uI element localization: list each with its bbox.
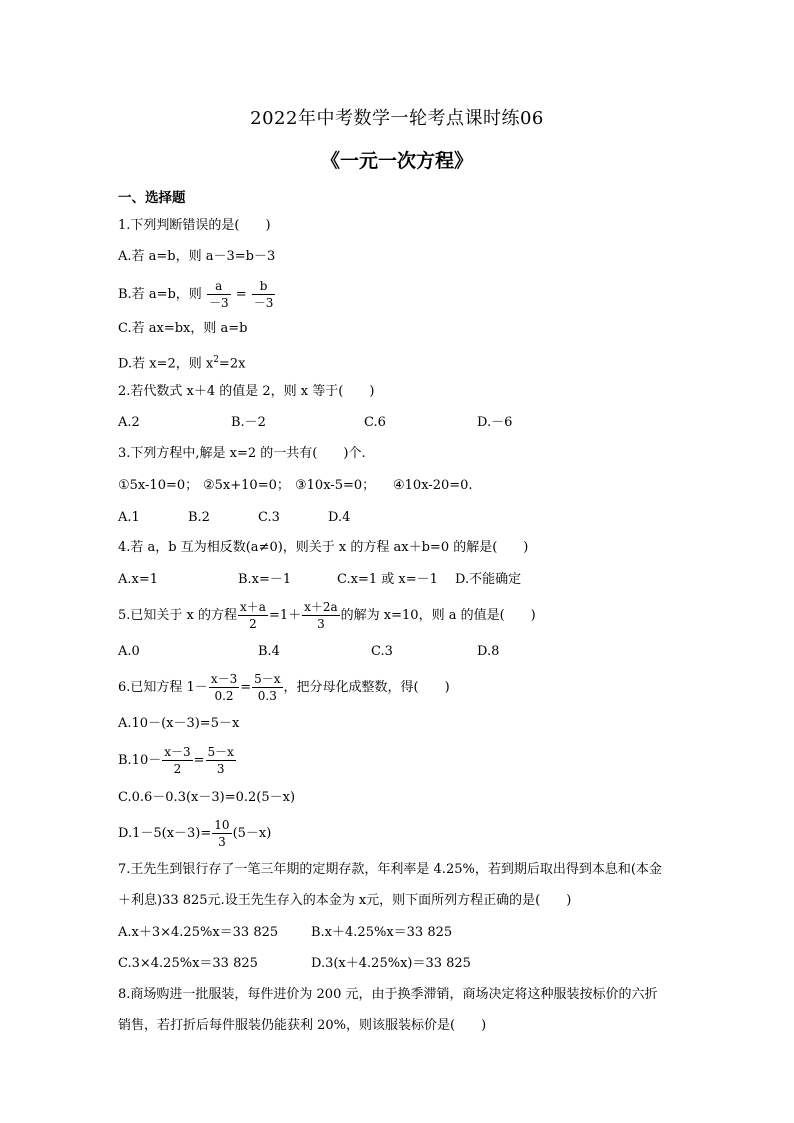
- fraction-numerator: 5－x: [207, 745, 234, 759]
- fraction-denominator: 3: [218, 835, 226, 849]
- q6-suffix: ，把分母化成整数，得( ): [283, 680, 450, 695]
- fraction-numerator: a: [207, 279, 231, 295]
- question-1-option-c: C.若 ax=bx，则 a=b: [118, 321, 248, 336]
- fraction-numerator: x＋2a: [304, 600, 338, 614]
- question-3-item-1: ①5x-10=0；: [118, 478, 199, 493]
- question-4-stem: 4.若 a，b 互为相反数(a≠0)，则关于 x 的方程 ax＋b=0 的解是( ): [118, 540, 529, 555]
- fraction-denominator: 2: [249, 617, 257, 631]
- question-6-option-d: [118, 818, 271, 849]
- fraction: [238, 600, 268, 631]
- q6-d-prefix: D.1－5(x－3)=: [118, 826, 212, 841]
- question-5-option-a: A.0: [118, 644, 140, 659]
- question-7-option-c: C.3×4.25%x＝33 825: [118, 956, 258, 971]
- fraction: [207, 279, 231, 310]
- fraction-denominator: 3: [317, 617, 325, 631]
- fraction-numerator: b: [252, 279, 276, 295]
- document-subtitle: 《一元一次方程》: [320, 150, 473, 172]
- question-3-option-c: C.3: [258, 510, 280, 525]
- question-3-item-3: ③10x-5=0；: [295, 478, 376, 493]
- question-5-option-d: D.8: [477, 644, 500, 659]
- question-8-line-1: 8.商场购进一批服装，每件进价为 200 元，由于换季滞销，商场决定将这种服装按标价的六折: [118, 987, 658, 1002]
- fraction-numerator: 10: [214, 818, 230, 832]
- q5-suffix: 的解为 x=10，则 a 的值是( ): [340, 608, 536, 623]
- question-4-option-c: C.x=1 或 x=－1: [337, 572, 438, 587]
- question-7-option-a: A.x＋3×4.25%x＝33 825: [118, 925, 279, 940]
- fraction: [252, 672, 282, 703]
- question-1-option-d: [118, 352, 245, 372]
- question-3-option-b: B.2: [188, 510, 210, 525]
- question-3-option-d: D.4: [328, 510, 351, 525]
- fraction-numerator: x＋a: [240, 600, 266, 614]
- question-1-stem: 1.下列判断错误的是( ): [118, 218, 271, 233]
- question-3-item-2: ②5x+10=0；: [203, 478, 290, 493]
- question-1-option-a: A.若 a=b，则 a－3=b－3: [118, 249, 276, 264]
- fraction: [302, 600, 340, 631]
- q6-prefix: 6.已知方程 1－: [118, 680, 208, 695]
- question-7-line-2: ＋利息)33 825元.设王先生存入的本金为 x元，则下面所列方程正确的是( ): [118, 893, 572, 908]
- option-b-prefix: B.若 a=b，则: [118, 287, 202, 302]
- question-2-option-c: C.6: [364, 415, 386, 430]
- q6-d-suffix: (5－x): [232, 826, 272, 841]
- question-6-option-a: A.10－(x－3)=5－x: [118, 716, 240, 731]
- question-1-option-b: [118, 279, 276, 310]
- fraction: [206, 745, 236, 776]
- fraction-numerator: x－3: [210, 672, 238, 686]
- question-3-stem: 3.下列方程中,解是 x=2 的一共有( )个.: [118, 446, 366, 461]
- fraction: [252, 279, 276, 310]
- question-3-option-a: A.1: [118, 510, 140, 525]
- fraction-denominator: －3: [253, 296, 274, 310]
- question-7-line-1: 7.王先生到银行存了一笔三年期的定期存款，年利率是 4.25%，若到期后取出得到本息和(本金: [118, 862, 662, 877]
- question-2-option-a: A.2: [118, 415, 140, 430]
- fraction-denominator: 0.2: [214, 689, 234, 703]
- question-4-option-a: A.x=1: [118, 572, 159, 587]
- fraction-denominator: －3: [208, 296, 229, 310]
- q6-b-prefix: B.10－: [118, 753, 162, 768]
- q5-mid: =1＋: [268, 608, 302, 623]
- fraction-denominator: 0.3: [257, 689, 277, 703]
- question-4-option-b: B.x=－1: [238, 572, 292, 587]
- fraction: [209, 672, 239, 703]
- question-7-option-d: D.3(x＋4.25%x)＝33 825: [311, 956, 471, 971]
- fraction: [212, 818, 231, 849]
- option-d-suffix: =2x: [218, 356, 246, 372]
- equals-sign: =: [235, 287, 247, 302]
- document-title: 2022年中考数学一轮考点课时练06: [250, 108, 544, 129]
- section-heading: 一、选择题: [118, 190, 186, 206]
- question-7-option-b: B.x＋4.25%x＝33 825: [311, 925, 453, 940]
- question-5-stem: [118, 600, 536, 631]
- question-2-option-b: B.－2: [231, 415, 266, 430]
- equals-sign: =: [240, 680, 252, 695]
- question-2-stem: 2.若代数式 x＋4 的值是 2，则 x 等于( ): [118, 384, 375, 399]
- fraction-denominator: 3: [216, 762, 225, 776]
- question-6-option-b: [118, 745, 237, 776]
- exponent: 2: [213, 355, 219, 365]
- fraction-numerator: 5－x: [254, 672, 281, 686]
- question-5-option-c: C.3: [371, 644, 393, 659]
- question-8-line-2: 销售，若打折后每件服装仍能获利 20%，则该服装标价是( ): [118, 1018, 487, 1033]
- q5-prefix: 5.已知关于 x 的方程: [118, 608, 237, 623]
- equals-sign: =: [193, 753, 205, 768]
- question-2-option-d: D.－6: [477, 415, 513, 430]
- question-3-item-4: ④10x-20=0.: [393, 478, 473, 493]
- question-4-option-d: D.不能确定: [455, 572, 522, 587]
- fraction-denominator: 2: [173, 762, 182, 776]
- question-5-option-b: B.4: [258, 644, 280, 659]
- question-6-stem: [118, 672, 450, 703]
- fraction-numerator: x－3: [164, 745, 191, 759]
- option-d-prefix: D.若 x=2，则 x: [118, 356, 214, 372]
- question-6-option-c: C.0.6－0.3(x－3)=0.2(5－x): [118, 790, 296, 805]
- fraction: [162, 745, 192, 776]
